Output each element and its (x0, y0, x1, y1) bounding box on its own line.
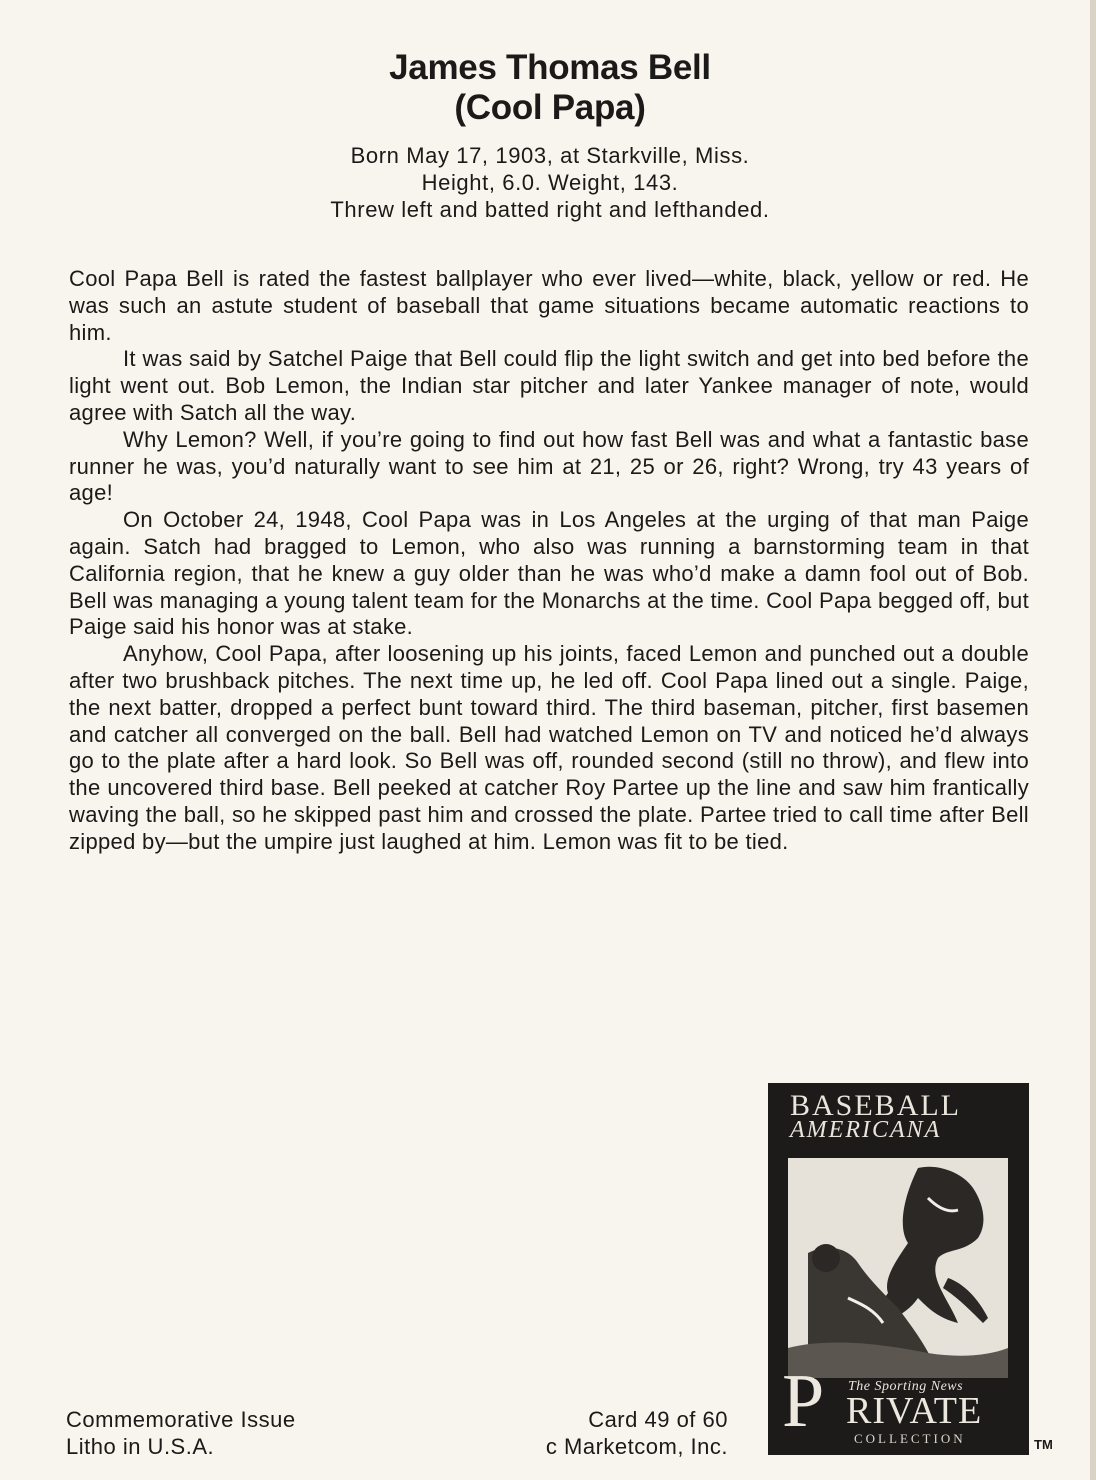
bio-paragraph: Why Lemon? Well, if you’re going to find out how fast Bell was and what a fantastic base runner he was, you’d naturally want to see him at 21, 25 or 26, right? Wrong, try 43 years of age! (69, 426, 1029, 506)
sliding-player-photo (788, 1158, 1008, 1378)
trademark-symbol: TM (1034, 1437, 1053, 1452)
throws-bats-line: Threw left and batted right and lefthanded. (330, 197, 770, 222)
litho-label: Litho in U.S.A. (66, 1434, 215, 1459)
bio-paragraph: Cool Papa Bell is rated the fastest ballplayer who ever lived—white, black, yellow or red. He was such an astute student of baseball that game situations became automatic reactions to him. (69, 266, 1029, 345)
issue-label: Commemorative Issue (66, 1407, 296, 1432)
logo-americana-text: AMERICANA (790, 1117, 942, 1143)
height-weight-line: Height, 6.0. Weight, 143. (421, 170, 679, 195)
player-name: James Thomas Bell (389, 48, 711, 87)
footer-left (66, 1406, 296, 1460)
sliding-player-illustration (788, 1158, 1008, 1378)
bio-paragraph: It was said by Satchel Paige that Bell could flip the light switch and get into bed before the light went out. Bob Lemon, the Indian star pitcher and later Yankee manager of note, would agree with Satch all the way. (69, 346, 1029, 425)
card-number: Card 49 of 60 (588, 1407, 728, 1432)
copyright-line: c Marketcom, Inc. (545, 1434, 728, 1459)
logo-publisher-text: The Sporting News (848, 1379, 964, 1394)
player-nickname: (Cool Papa) (454, 88, 646, 127)
bio-paragraph: On October 24, 1948, Cool Papa was in Los Angeles at the urging of that man Paige again. Satch had bragged to Lemon, who also was running a barnstorming team in that California region, that he knew a guy older than he was who’d make a damn fool out of Bob. Bell was managing a young talent team for the Monarchs at the time. Cool Papa begged off, but Paige said his honor was at stake. (69, 507, 1029, 640)
logo-baseball-text: BASEBALL (790, 1089, 962, 1122)
logo-collection-text: COLLECTION (854, 1431, 966, 1446)
logo-private-initial: P (782, 1359, 825, 1443)
baseball-americana-logo (768, 1083, 1029, 1455)
bio-paragraph: Anyhow, Cool Papa, after loosening up his joints, faced Lemon and punched out a double after two brushback pitches. The next time up, he led off. Cool Papa lined out a single. Paige, the next batter, dropped a perfect bunt toward third. The third baseman, pitcher, first basemen and catcher all converged on the ball. Bell had watched Lemon on TV and noticed he’d always go to the plate after a hard look. So Bell was off, rounded second (still no throw), and flew into the uncovered third base. Bell peeked at catcher Roy Partee up the line and saw him frantically waving the ball, so he skipped past him and crossed the plate. Partee tried to call time after Bell zipped by—but the umpire just laughed at him. Lemon was fit to be tied. (69, 641, 1029, 854)
biography (69, 266, 1029, 856)
logo-private-text: RIVATE (846, 1390, 983, 1432)
birth-line: Born May 17, 1903, at Starkville, Miss. (350, 143, 750, 168)
footer-middle (440, 1406, 728, 1460)
